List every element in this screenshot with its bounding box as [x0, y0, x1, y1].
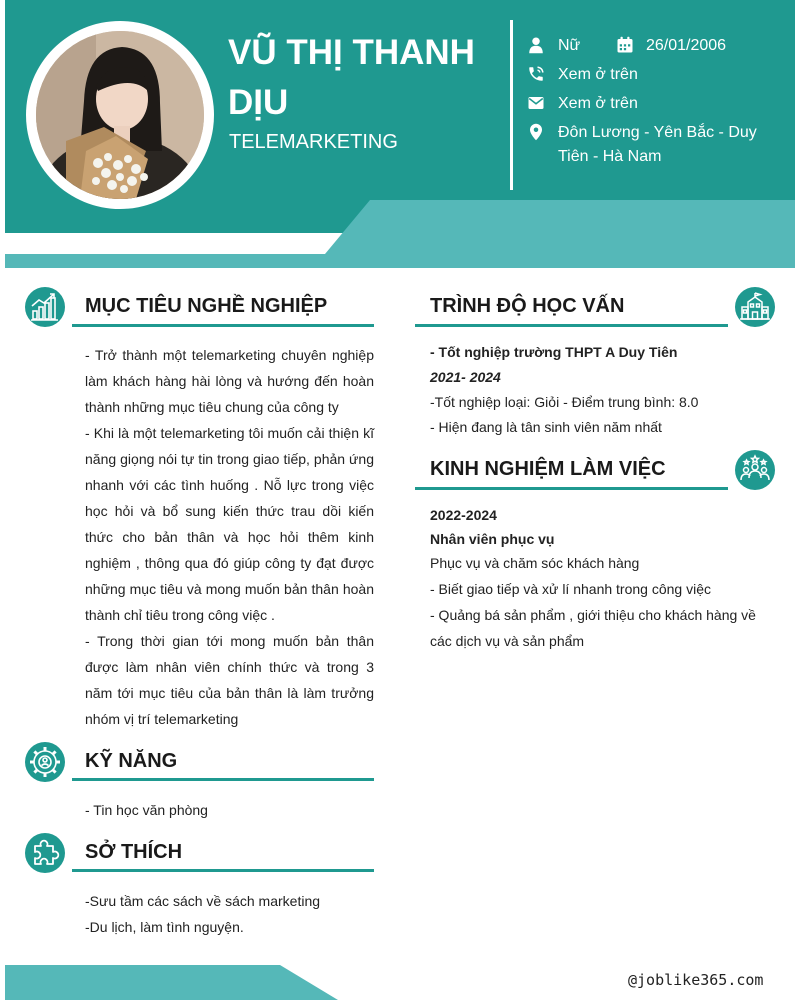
footer-decoration [5, 965, 345, 1000]
school-icon [735, 287, 775, 327]
experience-text [430, 503, 776, 654]
hobbies-list [85, 888, 374, 940]
skill-item: - Tin học văn phòng [85, 802, 208, 818]
skills-list [85, 797, 374, 823]
location-pin-icon [527, 123, 545, 141]
objective-paragraph: - Khi là một telemarketing tôi muốn cải thiện kĩ năng giọng nói tự tin trong giao tiếp, phản ứng nhanh với các tình huống . Nỗ lực trong việc học hỏi và bổ sung kiến thức trau dồi kiến thức cho bản thân và học hỏi thêm kinh nghiệm , thông qua đó giúp công ty đạt được những mục tiêu và mong muốn bản thân hoàn thành chỉ tiêu trong công việc . [85, 425, 374, 623]
email-icon [527, 94, 545, 112]
contact-email: Xem ở trên [558, 95, 638, 112]
phone-icon [527, 65, 545, 83]
team-icon [735, 450, 775, 490]
candidate-role: TELEMARKETING [229, 131, 398, 153]
experience-underline [415, 487, 728, 490]
header-divider [510, 20, 513, 190]
contact-birthday: 26/01/2006 [646, 37, 727, 54]
candidate-name: VŨ THỊ THANH DỊU [228, 33, 475, 122]
avatar-frame [26, 21, 214, 209]
objective-text [85, 342, 374, 732]
chart-growth-icon [25, 287, 65, 327]
header [5, 0, 795, 268]
objective-paragraph: - Trở thành một telemarketing chuyên nghiệp làm khách hàng hài lòng và hướng đến hoàn thành những mục tiêu chung của công ty [85, 347, 374, 415]
contact-phone: Xem ở trên [558, 66, 638, 83]
objective-paragraph: - Trong thời gian tới mong muốn bản thân được làm nhân viên chính thức và trong 3 năm tới mục tiêu của bản thân là làm trưởng nhóm vị trí telemarketing [85, 633, 374, 727]
contact-gender: Nữ [558, 37, 581, 54]
experience-detail: - Quảng bá sản phẩm , giới thiệu cho khách hàng về các dịch vụ và sản phẩm [430, 607, 756, 649]
watermark: @joblike365.com [628, 971, 764, 989]
experience-detail: - Biết giao tiếp và xử lí nhanh trong công việc [430, 581, 711, 597]
avatar [36, 31, 204, 199]
skills-underline [72, 778, 374, 781]
education-detail: -Tốt nghiệp loại: Giỏi - Điểm trung bình: 8.0 [430, 394, 699, 410]
education-detail: - Hiện đang là tân sinh viên năm nhất [430, 419, 662, 435]
hobby-item: -Sưu tầm các sách về sách marketing [85, 893, 321, 909]
experience-period: 2022-2024 [430, 507, 497, 523]
experience-detail: Phục vụ và chăm sóc khách hàng [430, 555, 640, 571]
user-icon [527, 36, 545, 54]
experience-title: KINH NGHIỆM LÀM VIỆC [430, 458, 666, 480]
education-period: 2021- 2024 [430, 369, 501, 385]
calendar-icon [616, 36, 634, 54]
gear-icon [25, 742, 65, 782]
education-title: TRÌNH ĐỘ HỌC VẤN [430, 295, 625, 317]
puzzle-icon [25, 833, 65, 873]
education-underline [415, 324, 728, 327]
education-text [430, 340, 776, 440]
hobby-item: -Du lịch, làm tình nguyện. [85, 919, 244, 935]
hobbies-underline [72, 869, 374, 872]
experience-position: Nhân viên phục vụ [430, 531, 555, 547]
education-school: - Tốt nghiệp trường THPT A Duy Tiên [430, 344, 678, 360]
objective-underline [72, 324, 374, 327]
skills-title: KỸ NĂNG [85, 750, 178, 772]
contact-address: Đôn Lương - Yên Bắc - Duy Tiên - Hà Nam [558, 124, 757, 165]
objective-title: MỤC TIÊU NGHỀ NGHIỆP [85, 295, 328, 317]
hobbies-title: SỞ THÍCH [85, 841, 183, 863]
